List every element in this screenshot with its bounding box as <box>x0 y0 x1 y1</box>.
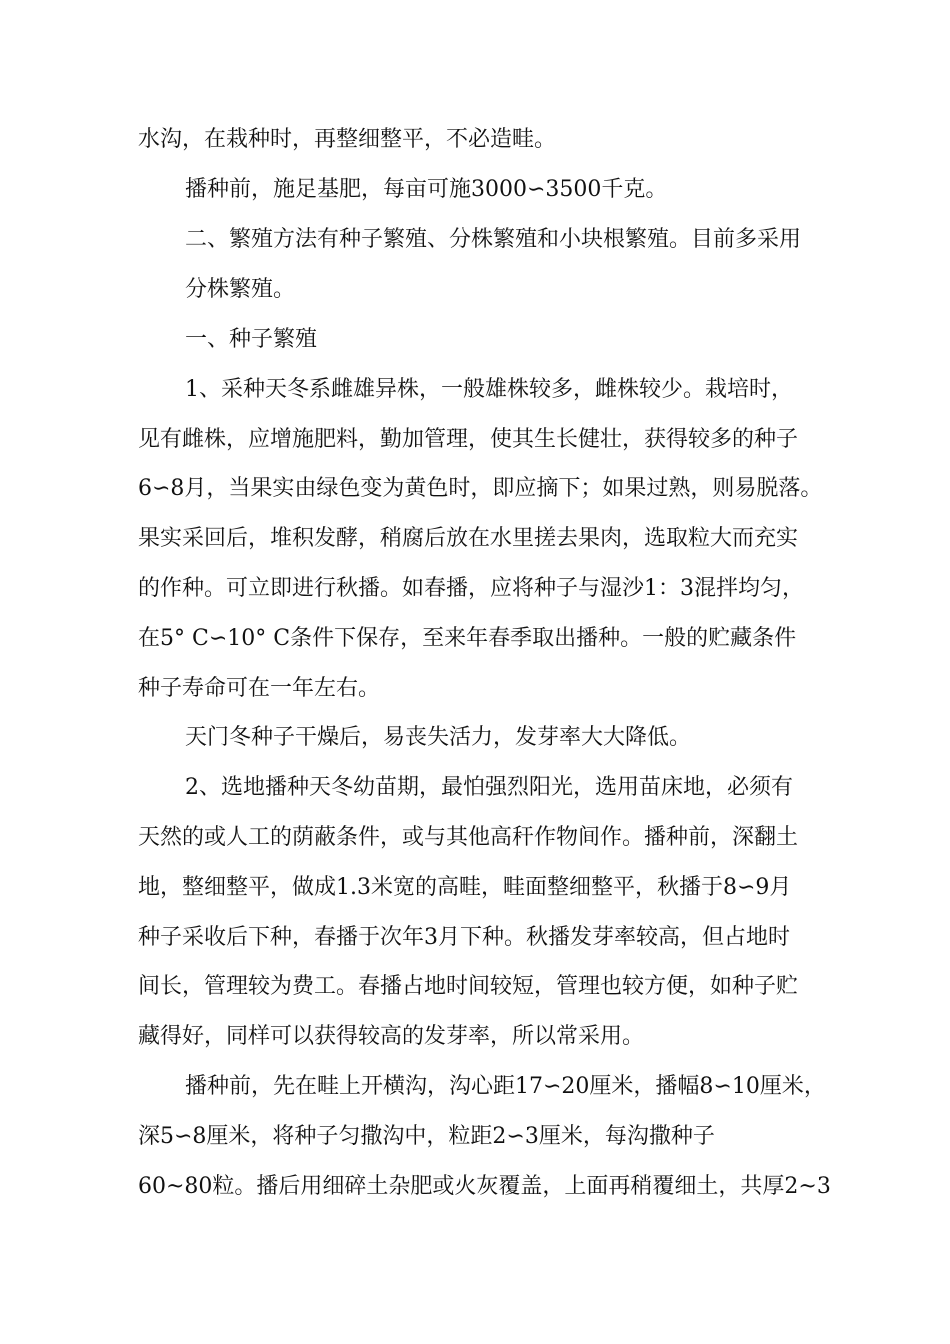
text-line: 60~80粒。播后用细碎土杂肥或火灰覆盖，上面再稍覆细土，共厚2~3 <box>138 1174 831 1199</box>
text-line: 播种前，先在畦上开横沟，沟心距17∽20厘米，播幅8∽10厘米， <box>185 1074 826 1099</box>
text-line: 深5∽8厘米，将种子匀撒沟中，粒距2∽3厘米，每沟撒种子 <box>138 1124 715 1149</box>
text-line: 间长，管理较为费工。春播占地时间较短，管理也较方便，如种子贮 <box>138 974 799 999</box>
text-line: 天门冬种子干燥后，易丧失活力，发芽率大大降低。 <box>185 725 692 750</box>
text-line: 见有雌株，应增施肥料，勤加管理，使其生长健壮，获得较多的种子 <box>138 427 799 452</box>
text-line: 果实采回后，堆积发酵，稍腐后放在水里搓去果肉，选取粒大而充实 <box>138 526 799 551</box>
text-line: 水沟，在栽种时，再整细整平，不必造畦。 <box>138 127 557 152</box>
text-line: 地，整细整平，做成1.3米宽的高畦，畦面整细整平，秋播于8∽9月 <box>138 875 792 900</box>
section-heading: 一、种子繁殖 <box>185 327 318 352</box>
text-line: 播种前，施足基肥，每亩可施3000∽3500千克。 <box>185 177 668 202</box>
text-line: 天然的或人工的荫蔽条件，或与其他高秆作物间作。播种前，深翻土 <box>138 825 799 850</box>
text-line: 2、选地播种天冬幼苗期，最怕强烈阳光，选用苗床地，必须有 <box>185 775 793 800</box>
text-line: 分株繁殖。 <box>185 277 296 302</box>
text-line: 藏得好，同样可以获得较高的发芽率，所以常采用。 <box>138 1024 645 1049</box>
text-line: 的作种。可立即进行秋播。如春播，应将种子与湿沙1：3混拌均匀， <box>138 576 804 601</box>
text-line: 在5° C∽10° C条件下保存，至来年春季取出播种。一般的贮藏条件 <box>138 626 797 651</box>
text-line: 二、繁殖方法有种子繁殖、分株繁殖和小块根繁殖。目前多采用 <box>185 227 802 252</box>
text-line: 6∽8月，当果实由绿色变为黄色时，即应摘下；如果过熟，则易脱落。 <box>138 476 823 501</box>
text-line: 种子采收后下种，春播于次年3月下种。秋播发芽率较高，但占地时 <box>138 925 790 950</box>
text-line: 1、采种天冬系雌雄异株，一般雄株较多，雌株较少。栽培时， <box>185 377 793 402</box>
text-line: 种子寿命可在一年左右。 <box>138 676 381 701</box>
